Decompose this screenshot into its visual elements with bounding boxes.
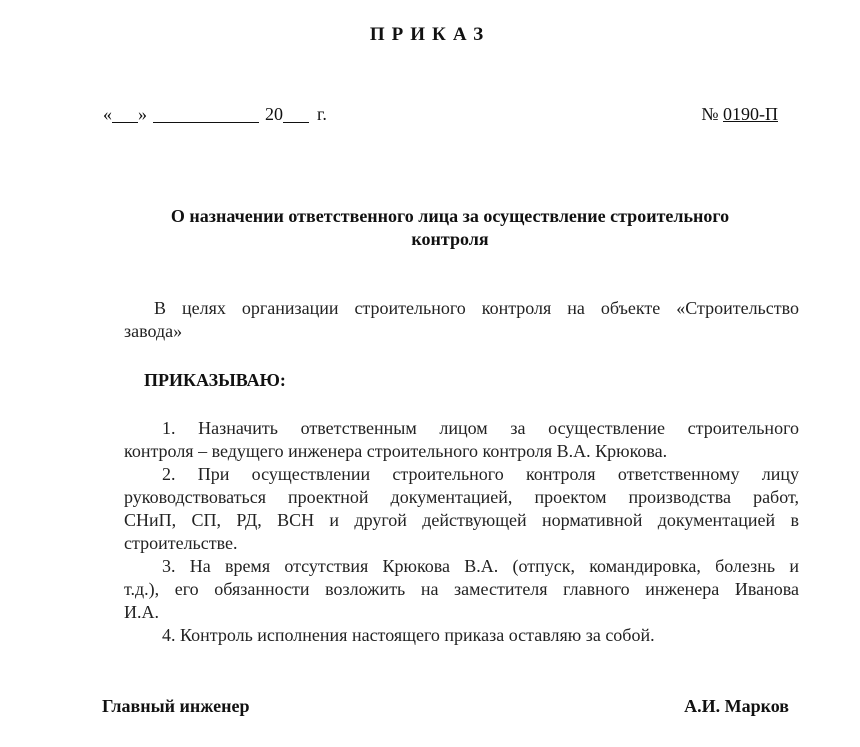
signer-position: Главный инженер [102, 696, 250, 716]
order-item-3 [124, 555, 799, 624]
item-line: руководствоваться проектной документацией, проектом производства работ, [124, 487, 799, 507]
command-word: ПРИКАЗЫВАЮ: [144, 370, 286, 390]
order-item-2 [124, 463, 799, 555]
subject-line: контроля [411, 229, 489, 249]
order-item-4 [124, 624, 799, 647]
year-blank [283, 104, 309, 123]
preamble-line: завода» [124, 321, 183, 341]
item-line: контроля – ведущего инженера строительного контроля В.А. Крюкова. [124, 441, 668, 461]
item-line: 1. Назначить ответственным лицом за осуществление строительного [162, 418, 799, 438]
order-items [124, 417, 799, 647]
subject-line: О назначении ответственного лица за осуществление строительного [170, 206, 730, 226]
order-subject [100, 205, 800, 251]
item-line: 3. На время отсутствия Крюкова В.А. (отпуск, командировка, болезнь и [162, 556, 799, 576]
day-blank [112, 104, 138, 123]
date-open-quote: « [103, 104, 112, 124]
date-line [103, 104, 327, 125]
item-line: СНиП, СП, РД, ВСН и другой действующей нормативной документацией в [124, 510, 799, 530]
order-number-label: № [701, 104, 719, 124]
preamble-line: В целях организации строительного контроля на объекте «Строительство [154, 298, 799, 318]
date-close-quote: » [138, 104, 147, 124]
signer-name: А.И. Марков [684, 696, 789, 716]
item-line: т.д.), его обязанности возложить на заместителя главного инженера Иванова [124, 579, 799, 599]
year-suffix: г. [317, 104, 327, 124]
document-title: ПРИКАЗ [369, 24, 491, 45]
item-line: И.А. [124, 602, 159, 622]
order-item-1 [124, 417, 799, 463]
month-blank [153, 104, 259, 123]
item-line: 4. Контроль исполнения настоящего приказа оставляю за собой. [162, 625, 655, 645]
order-number-value: 0190-П [723, 104, 778, 124]
item-line: 2. При осуществлении строительного контроля ответственному лицу [162, 464, 799, 484]
order-number [701, 104, 778, 125]
preamble [124, 297, 799, 343]
item-line: строительстве. [124, 533, 238, 553]
year-prefix: 20 [265, 104, 283, 124]
